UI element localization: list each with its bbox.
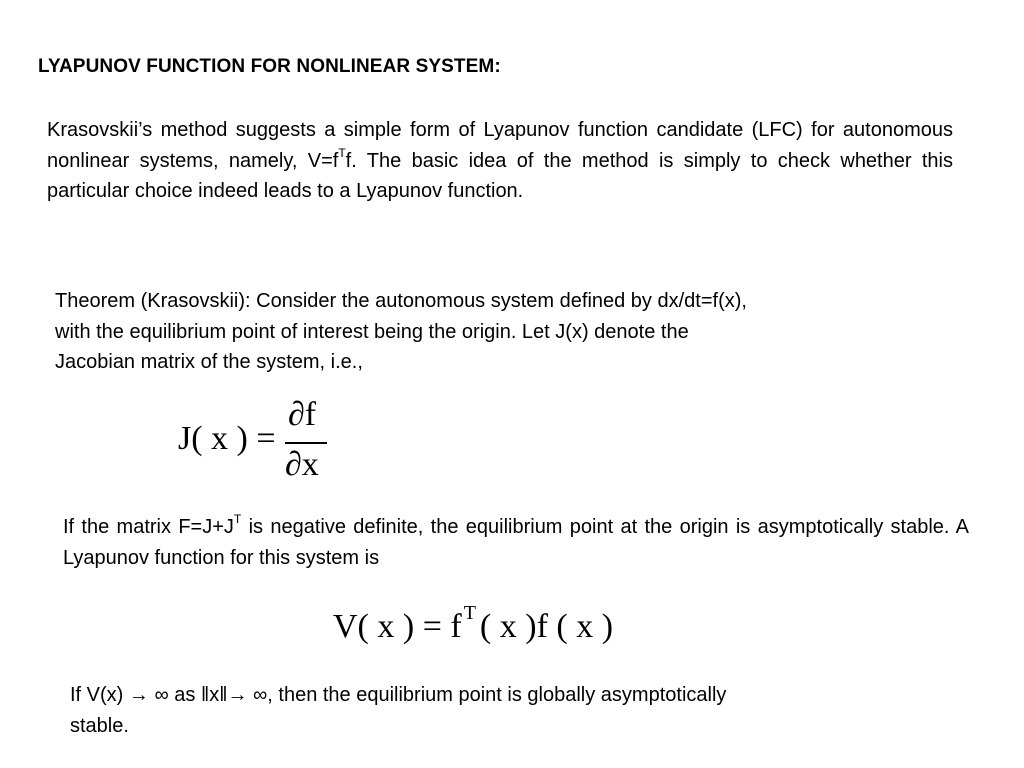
definite-text-2: is negative definite, the equilibrium point at the origin is asymptotically stable. A Lyapunov function for this system is [63,516,970,569]
global-stability-paragraph [70,680,970,741]
lyapunov-equation [333,601,614,646]
theorem-line-1: Theorem (Krasovskii): Consider the autonomous system defined by dx/dt=f(x), [55,290,747,312]
jacobian-equation [178,398,338,488]
intro-text-2: f. The basic idea of the method is simply to check whether this particular choice indeed leads to a Lyapunov function. [47,149,953,202]
theorem-line-2: with the equilibrium point of interest being the origin. Let J(x) denote the [55,320,689,343]
jacobian-lhs: J( x ) = [178,420,276,457]
jacobian-numerator: ∂f [288,396,317,433]
transpose-superscript-2: T [233,512,242,527]
global-line-1: If V(x) → ∞ as ǁxǁ→ ∞, then the equilibrium point is globally asymptotically [70,684,727,706]
definite-paragraph [63,512,969,573]
lyapunov-rhs: ( x )f ( x ) [479,608,614,645]
intro-text-1: Krasovskii’s method suggests a simple form of Lyapunov function candidate (LFC) for autonomous nonlinear systems, namely, V=f [47,119,953,172]
theorem-paragraph [55,286,955,378]
transpose-superscript: T [338,145,346,160]
lyapunov-lhs: V( x ) = f [333,608,462,645]
jacobian-denominator: ∂x [285,446,319,483]
theorem-line-3: Jacobian matrix of the system, i.e., [55,351,363,373]
intro-paragraph [47,115,953,207]
lyapunov-transpose: T [463,601,476,624]
global-line-2: stable. [70,714,129,737]
page-title: LYAPUNOV FUNCTION FOR NONLINEAR SYSTEM: [38,56,501,77]
definite-text-1: If the matrix F=J+J [63,516,234,538]
fraction-bar [285,442,327,444]
